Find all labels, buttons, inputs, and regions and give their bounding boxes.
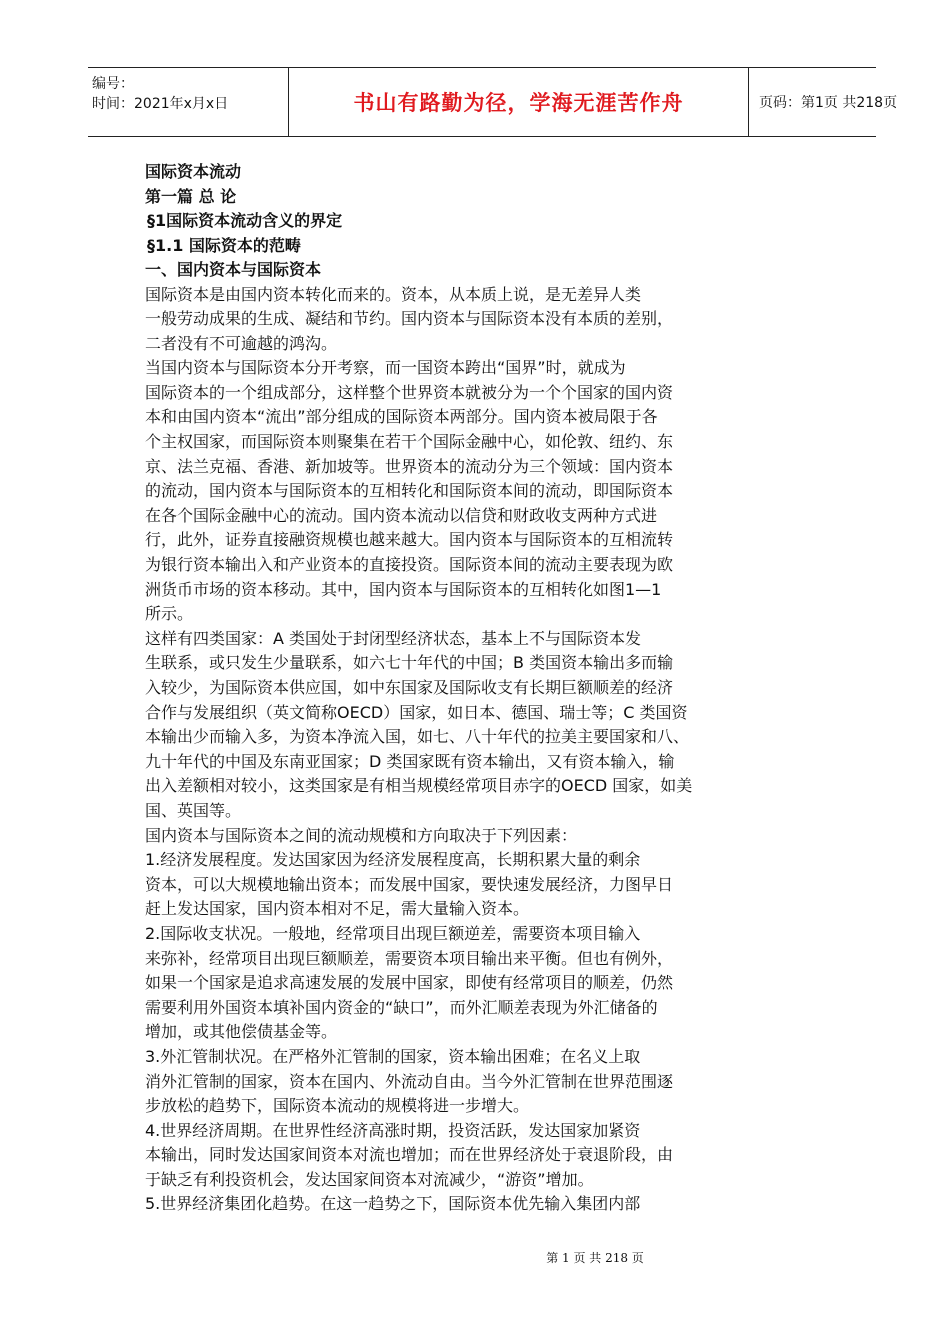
text-line: 行，此外，证券直接融资规模也越来越大。国内资本与国际资本的互相流转 bbox=[145, 530, 674, 550]
text-line: 4.世界经济周期。在世界性经济高涨时期，投资活跃，发达国家加紧资 bbox=[145, 1120, 641, 1140]
paragraph bbox=[145, 1192, 805, 1217]
page-header bbox=[88, 67, 898, 137]
text-line: 这样有四类国家：A 类国处于封闭型经济状态，基本上不与国际资本发 bbox=[145, 628, 642, 648]
text-line: 资本，可以大规模地输出资本；而发展中国家，要快速发展经济，力图早日 bbox=[145, 874, 674, 894]
paragraph bbox=[145, 1045, 805, 1119]
paragraph bbox=[145, 627, 805, 824]
page-number: 第 1 页 共 218 页 bbox=[546, 1251, 644, 1265]
text-line: 于缺乏有利投资机会，发达国家间资本对流减少，“游资”增加。 bbox=[145, 1169, 594, 1189]
text-line: 洲货币市场的资本移动。其中，国内资本与国际资本的互相转化如图1—1 bbox=[145, 579, 662, 599]
text-line: 国际资本的一个组成部分，这样整个世界资本就被分为一个个国家的国内资 bbox=[145, 382, 674, 402]
text-line: 本和由国内资本“流出”部分组成的国际资本两部分。国内资本被局限于各 bbox=[145, 407, 658, 427]
text-line: 步放松的趋势下，国际资本流动的规模将进一步增大。 bbox=[145, 1096, 530, 1116]
section-heading: §1国际资本流动含义的界定 bbox=[147, 211, 343, 230]
text-line: 本输出，同时发达国家间资本对流也增加；而在世界经济处于衰退阶段，由 bbox=[145, 1145, 674, 1165]
text-line: 九十年代的中国及东南亚国家；D 类国家既有资本输出，又有资本输入，输 bbox=[145, 751, 675, 771]
paragraph bbox=[145, 824, 805, 849]
paragraph bbox=[145, 848, 805, 922]
paragraph bbox=[145, 922, 805, 1045]
paragraph bbox=[145, 356, 805, 627]
text-line: 为银行资本输出入和产业资本的直接投资。国际资本间的流动主要表现为欧 bbox=[145, 555, 674, 575]
text-line: 一般劳动成果的生成、凝结和节约。国内资本与国际资本没有本质的差别， bbox=[145, 309, 674, 329]
document-body bbox=[145, 160, 805, 1217]
text-line: 增加，或其他偿债基金等。 bbox=[145, 1022, 338, 1042]
text-line: 1.经济发展程度。发达国家因为经济发展程度高，长期积累大量的剩余 bbox=[145, 850, 641, 870]
paragraph bbox=[145, 1119, 805, 1193]
text-line: 本输出少而输入多，为资本净流入国，如七、八十年代的拉美主要国家和八、 bbox=[145, 727, 690, 747]
text-line: 需要利用外国资本填补国内资金的“缺口”，而外汇顺差表现为外汇储备的 bbox=[145, 997, 658, 1017]
text-line: 个主权国家，而国际资本则聚集在若干个国际金融中心，如伦敦、纽约、东 bbox=[145, 432, 674, 452]
text-line: 来弥补，经常项目出现巨额顺差，需要资本项目输出来平衡。但也有例外， bbox=[145, 948, 674, 968]
title-heading: 国际资本流动 bbox=[145, 162, 242, 181]
text-line: 国、英国等。 bbox=[145, 800, 242, 820]
text-line: 3.外汇管制状况。在严格外汇管制的国家，资本输出困难；在名义上取 bbox=[145, 1046, 641, 1066]
header-meta bbox=[88, 68, 288, 136]
text-line: 京、法兰克福、香港、新加坡等。世界资本的流动分为三个领域：国内资本 bbox=[145, 456, 674, 476]
text-line: 合作与发展组织（英文简称OECD）国家，如日本、德国、瑞士等；C 类国资 bbox=[145, 702, 688, 722]
text-line: 生联系，或只发生少量联系，如六七十年代的中国；B 类国资本输出多而输 bbox=[145, 653, 674, 673]
text-line: 入较少，为国际资本供应国，如中东国家及国际收支有长期巨额顺差的经济 bbox=[145, 678, 674, 697]
paragraph-list bbox=[145, 283, 805, 1218]
text-line: 5.世界经济集团化趋势。在这一趋势之下，国际资本优先输入集团内部 bbox=[145, 1194, 641, 1214]
text-line: 国际资本是由国内资本转化而来的。资本，从本质上说，是无差异人类 bbox=[145, 284, 642, 304]
page-footer bbox=[0, 1249, 950, 1266]
part-heading: 第一篇 总 论 bbox=[145, 186, 237, 206]
paragraph bbox=[145, 283, 805, 357]
text-line: 如果一个国家是追求高速发展的发展中国家，即使有经常项目的顺差，仍然 bbox=[145, 973, 674, 993]
text-line: 在各个国际金融中心的流动。国内资本流动以信贷和财政收支两种方式进 bbox=[145, 505, 658, 525]
topic-heading: 一、国内资本与国际资本 bbox=[145, 260, 322, 279]
number-label: 编号： bbox=[92, 76, 134, 92]
text-line: 出入差额相对较小，这类国家是有相当规模经常项目赤字的OECD 国家，如美 bbox=[145, 776, 693, 796]
header-motto-cell bbox=[288, 68, 749, 136]
text-line: 国内资本与国际资本之间的流动规模和方向取决于下列因素： bbox=[145, 825, 578, 845]
text-line: 2.国际收支状况。一般地，经常项目出现巨额逆差，需要资本项目输入 bbox=[145, 923, 641, 943]
text-line: 二者没有不可逾越的鸿沟。 bbox=[145, 333, 338, 353]
text-line: 赶上发达国家，国内资本相对不足，需大量输入资本。 bbox=[145, 899, 530, 919]
text-line: 消外汇管制的国家，资本在国内、外流动自由。当今外汇管制在世界范围逐 bbox=[145, 1071, 674, 1091]
motto-text: 书山有路勤为径，学海无涯苦作舟 bbox=[353, 91, 684, 115]
text-line: 当国内资本与国际资本分开考察，而一国资本跨出“国界”时，就成为 bbox=[145, 358, 626, 378]
text-line: 的流动，国内资本与国际资本的互相转化和国际资本间的流动，即国际资本 bbox=[145, 481, 674, 501]
time-label: 时间：2021年x月x日 bbox=[92, 96, 229, 112]
text-line: 所示。 bbox=[145, 604, 194, 624]
subsection-heading: §1.1 国际资本的范畴 bbox=[147, 235, 301, 255]
header-page-info: 页码：第1页 共218页 bbox=[759, 95, 898, 111]
